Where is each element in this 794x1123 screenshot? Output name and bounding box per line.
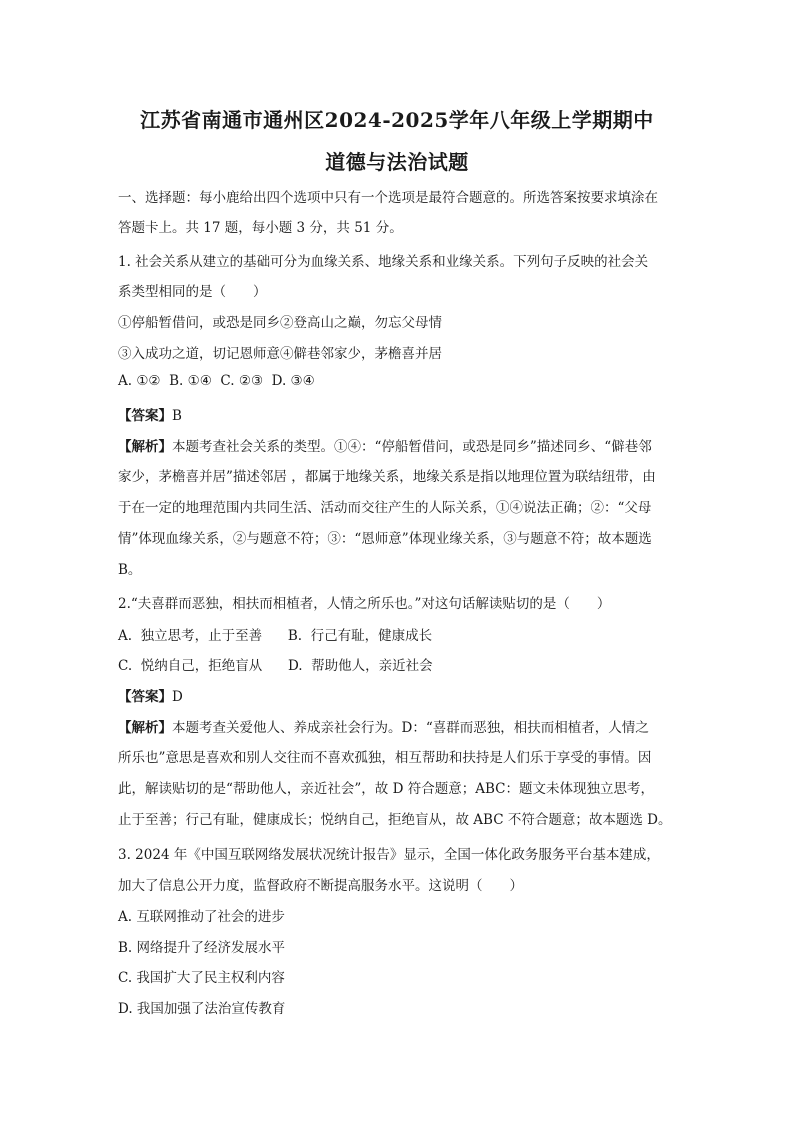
q2-analysis-line1 <box>118 716 649 736</box>
q1-analysis-line1 <box>118 435 652 455</box>
q3-option-c: C. 我国扩大了民主权利内容 <box>118 970 285 986</box>
q1-choices: A. ①② B. ①④ C. ②③ D. ③④ <box>118 373 315 389</box>
document-title-line2: 道德与法治试题 <box>325 150 469 174</box>
analysis-tag: 【解析】 <box>118 720 172 736</box>
section-intro-line1: 一、选择题：每小鹿给出四个选项中只有一个选项是最符合题意的。所选答案按要求填涂在 <box>118 190 658 206</box>
analysis-text: 本题考查社会关系的类型。①④：“停船暂借问，或恐是同乡”描述同乡、“僻巷邻 <box>172 439 652 455</box>
answer-tag: 【答案】 <box>118 689 172 705</box>
q2-analysis-line4: 止于至善；行己有耻，健康成长；悦纳自己，拒绝盲从，故 ABC 不符合题意；故本题选 D。 <box>118 812 672 828</box>
q2-analysis-line3: 此，解读贴切的是“帮助他人，亲近社会”，故 D 符合题意；ABC：题文未体现独立思考， <box>118 781 654 797</box>
q1-analysis-line2: 家少，茅檐喜并居”描述邻居 ，都属于地缘关系，地缘关系是指以地理位置为联结纽带，由 <box>118 469 656 485</box>
q1-stem-line2: 系类型相同的是（ ） <box>118 284 267 300</box>
q3-option-a: A. 互联网推动了社会的进步 <box>118 909 285 925</box>
q3-option-d: D. 我国加强了法治宣传教育 <box>118 1001 286 1017</box>
q3-option-b: B. 网络提升了经济发展水平 <box>118 940 286 956</box>
q2-options-ab: A. 独立思考，止于至善 B. 行己有耻，健康成长 <box>118 628 433 644</box>
q2-answer <box>118 685 183 705</box>
analysis-tag: 【解析】 <box>118 439 172 455</box>
q1-analysis-line4: 情”体现血缘关系，②与题意不符；③：“恩师意”体现业缘关系，③与题意不符；故本题选 <box>118 531 652 547</box>
answer-value: D <box>172 689 183 705</box>
section-intro-line2: 答题卡上。共 17 题，每小题 3 分，共 51 分。 <box>118 220 403 236</box>
document-title-line1: 江苏省南通市通州区2024-2025学年八年级上学期期中 <box>140 108 654 132</box>
answer-value: B <box>172 408 182 424</box>
q2-stem-line1: 2.“夫喜群而恶独，相扶而相植者，人情之所乐也。”对这句话解读贴切的是（ ） <box>118 596 611 612</box>
q1-options-line2: ③入成功之道，切记恩师意④僻巷邻家少，茅檐喜并居 <box>118 346 442 362</box>
q1-stem-line1: 1. 社会关系从建立的基础可分为血缘关系、地缘关系和业缘关系。下列句子反映的社会关 <box>118 254 649 270</box>
q1-analysis-line5: B。 <box>118 562 142 578</box>
answer-tag: 【答案】 <box>118 408 172 424</box>
q1-options-line1: ①停船暂借问，或恐是同乡②登高山之巅，勿忘父母情 <box>118 315 442 331</box>
q3-stem-line2: 加大了信息公开力度，监督政府不断提高服务水平。这说明（ ） <box>118 878 523 894</box>
q1-analysis-line3: 于在一定的地理范围内共同生活、活动而交往产生的人际关系，①④说法正确；②：“父母 <box>118 500 652 516</box>
q2-analysis-line2: 所乐也”意思是喜欢和别人交往而不喜欢孤独，相互帮助和扶持是人们乐于享受的事情。因 <box>118 750 652 766</box>
q3-stem-line1: 3. 2024 年《中国互联网络发展状况统计报告》显示，全国一体化政务服务平台基本建成， <box>118 847 660 863</box>
analysis-text: 本题考查关爱他人、养成亲社会行为。D：“喜群而恶独，相扶而相植者，人情之 <box>172 720 649 736</box>
q2-options-cd: C. 悦纳自己，拒绝盲从 D. 帮助他人，亲近社会 <box>118 658 433 674</box>
q1-answer <box>118 404 182 424</box>
